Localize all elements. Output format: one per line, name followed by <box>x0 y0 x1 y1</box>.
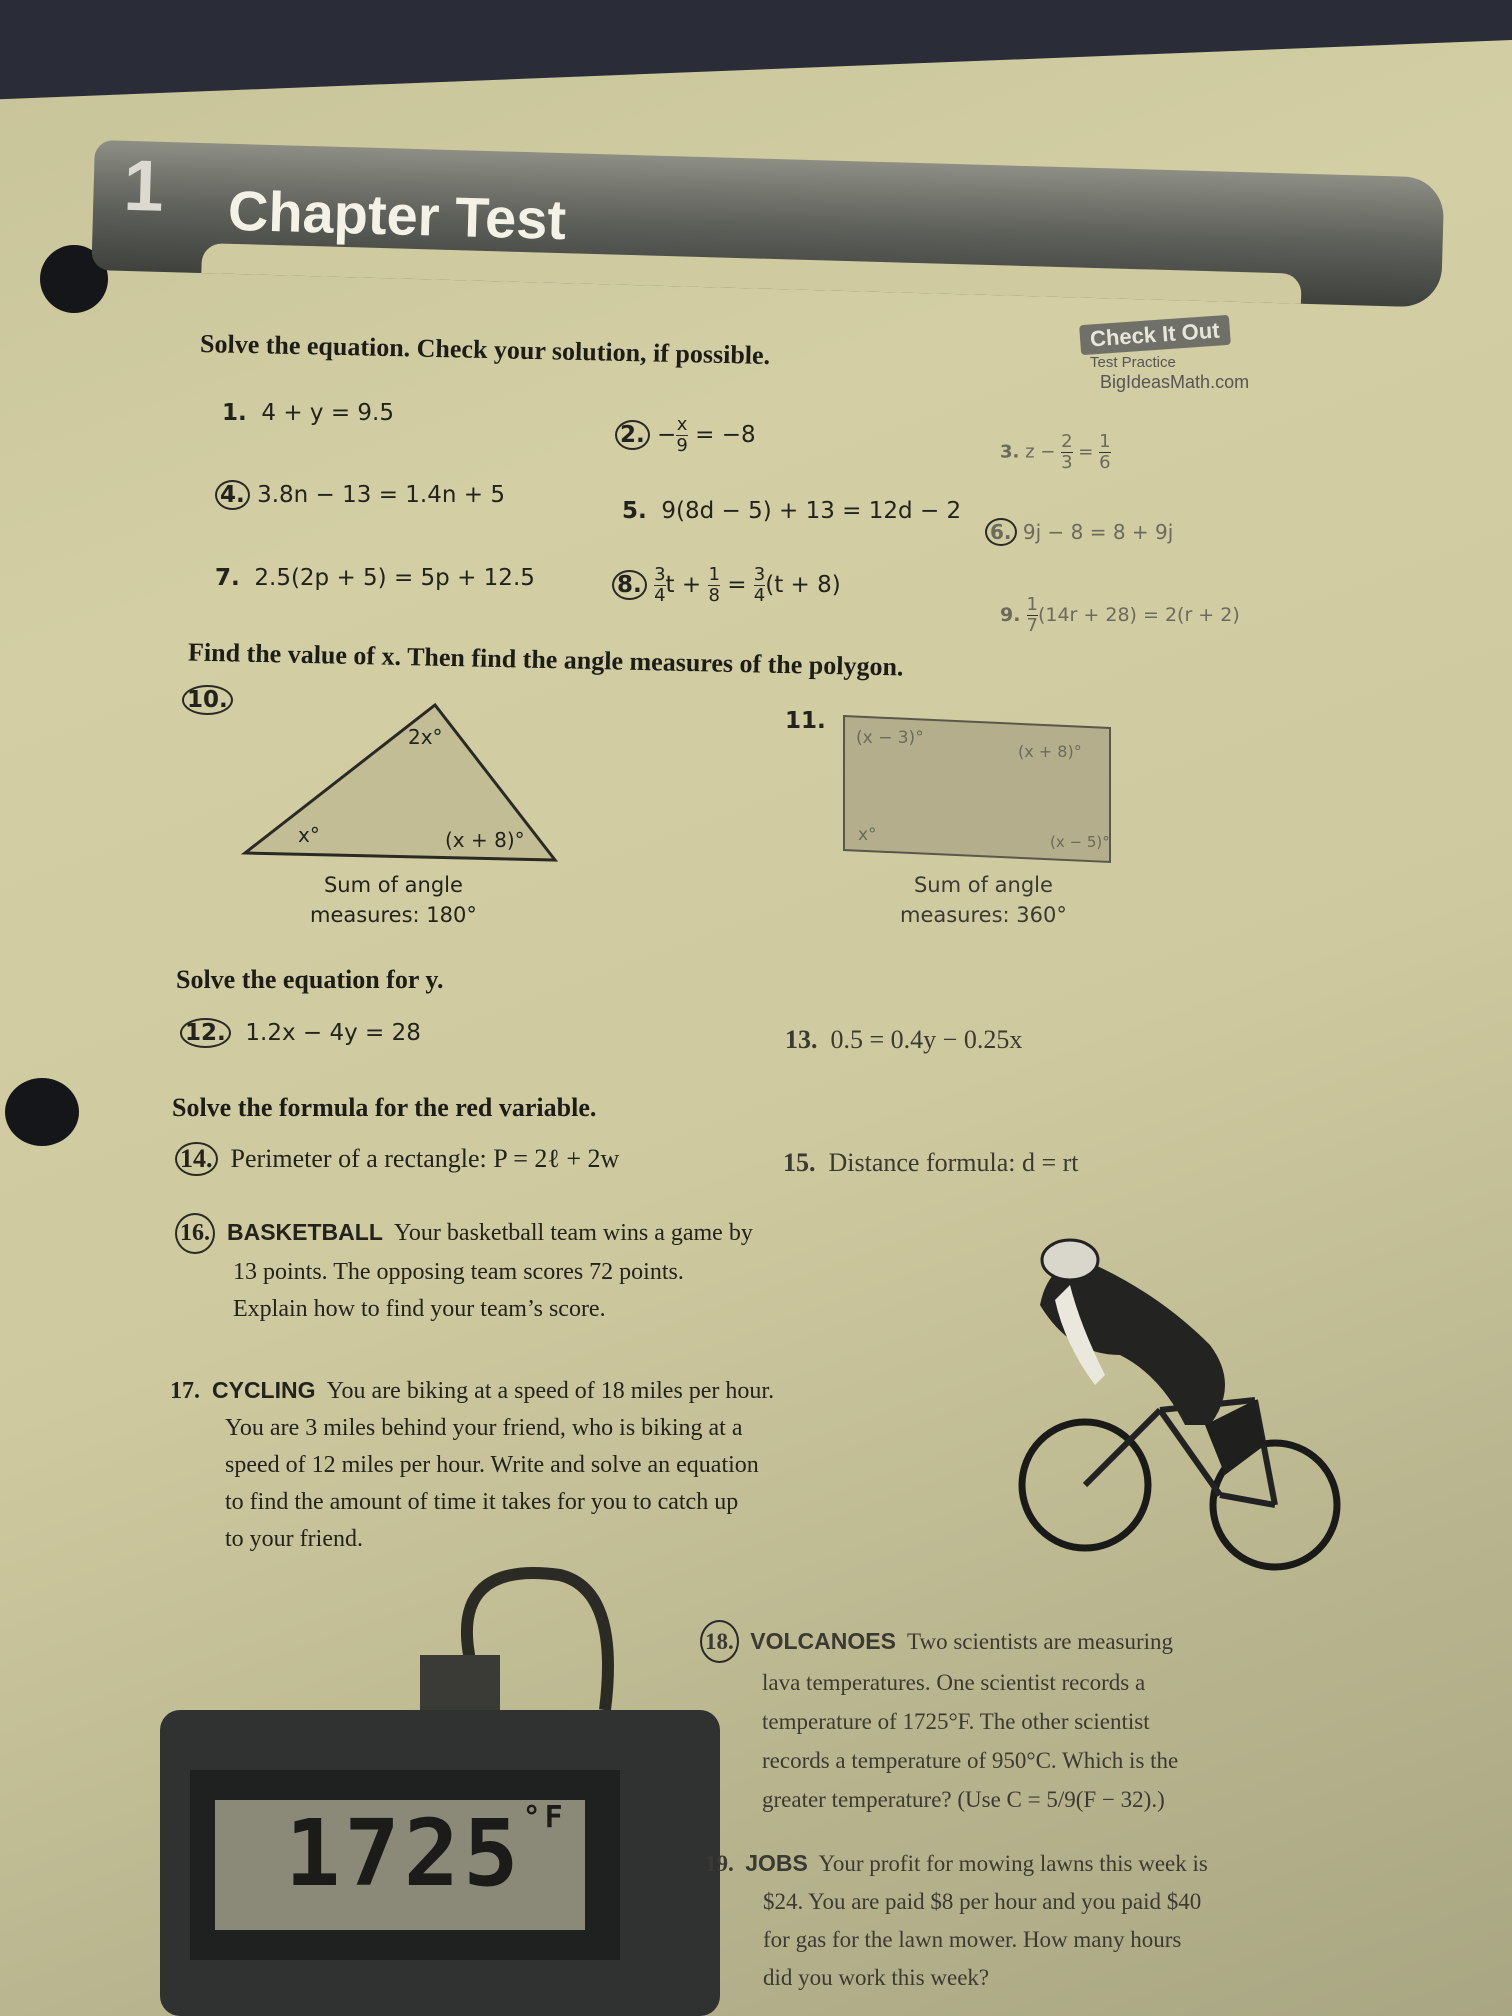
check-it-out-badge <box>1080 317 1350 410</box>
chapter-number: 1 <box>122 145 165 227</box>
problem-19: 19. JOBS Your profit for mowing lawns this week is $24. You are paid $8 per hour and you paid $40 for gas for the lawn mower. How many hours did you work this week? <box>705 1850 1208 1990</box>
binder-hole-middle <box>5 1078 79 1146</box>
badge-title: Check It Out <box>1079 315 1230 355</box>
section-heading-solve-formula: Solve the formula for the red variable. <box>172 1093 597 1122</box>
problem-13: 13. 0.5 = 0.4y − 0.25x <box>785 1025 1023 1054</box>
section-heading-solve-equation: Solve the equation. Check your solution, if possible. <box>199 329 771 370</box>
rectangle-bottom-right-angle: (x − 5)° <box>1050 833 1110 851</box>
thermometer-reading: $1725^{^\circ F}$ <box>285 1800 567 1907</box>
problem-14: 14. Perimeter of a rectangle: P = 2ℓ + 2w <box>175 1142 619 1176</box>
section-heading-solve-for-y: Solve the equation for y. <box>176 965 444 994</box>
thermometer-device <box>160 1560 720 2016</box>
section-heading-find-x: Find the value of x. Then find the angle measures of the polygon. <box>187 637 904 682</box>
problem-6: 6. 9j − 8 = 8 + 9j <box>985 518 1173 546</box>
chapter-title: Chapter Test <box>227 178 567 252</box>
problem-11-number: 11. <box>785 708 826 734</box>
problem-10-number: 10. <box>182 685 233 715</box>
problem-9: 9. $\frac{1}{7}$ (14r + 28) = 2(r + 2) <box>1000 594 1240 636</box>
problem-7: 7. 2.5(2p + 5) = 5p + 12.5 <box>215 565 535 591</box>
problem-2: 2. − $\frac{x}{9}$ = −8 <box>615 415 756 456</box>
problem-5: 5. 9(8d − 5) + 13 = 12d − 2 <box>622 498 962 524</box>
problem-8: 8. $\frac{3}{4}$ t + $\frac{1}{8}$ = $\frac{3}{4}$ (t + 8) <box>612 565 841 606</box>
problem-18: 18. VOLCANOES Two scientists are measuring lava temperatures. One scientist records a temperature of 1725°F. The other scientist records a temperature of 950°C. Which is the greater temperature? (Use C = 5/9(F − 32).) <box>700 1620 1400 1819</box>
badge-site: BigIdeasMath.com <box>1100 372 1250 392</box>
triangle-caption: Sum of angle measures: 180° <box>310 873 477 927</box>
rectangle-caption: Sum of angle measures: 360° <box>900 873 1067 927</box>
rectangle-top-left-angle: (x − 3)° <box>856 728 924 748</box>
problem-17: 17. CYCLING You are biking at a speed of 18 miles per hour. You are 3 miles behind your friend, who is biking at a speed of 12 miles per hour. Write and solve an equation to find the amount of time it takes for you to catch up to your friend. <box>170 1377 775 1552</box>
problem-3: 3. z − $\frac{2}{3}$ = $\frac{1}{6}$ <box>1000 431 1111 473</box>
problem-16: 16. BASKETBALL Your basketball team wins a game by 13 points. The opposing team scores 72 points. Explain how to find your team’s score. <box>175 1213 935 1328</box>
rectangle-top-right-angle: (x + 8)° <box>1018 742 1082 761</box>
problem-4: 4. 3.8n − 13 = 1.4n + 5 <box>215 480 505 510</box>
triangle-left-angle: x° <box>298 823 320 847</box>
problem-15: 15. Distance formula: d = rt <box>783 1148 1079 1177</box>
badge-subtitle: Test Practice <box>1090 354 1176 371</box>
triangle-right-angle: (x + 8)° <box>445 828 525 852</box>
rectangle-bottom-left-angle: x° <box>858 825 877 845</box>
triangle-top-angle: 2x° <box>408 725 443 749</box>
cyclist-image <box>1010 1225 1350 1585</box>
problem-1: 1. 4 + y = 9.5 <box>222 400 394 426</box>
problem-12: 12. 1.2x − 4y = 28 <box>180 1018 421 1048</box>
